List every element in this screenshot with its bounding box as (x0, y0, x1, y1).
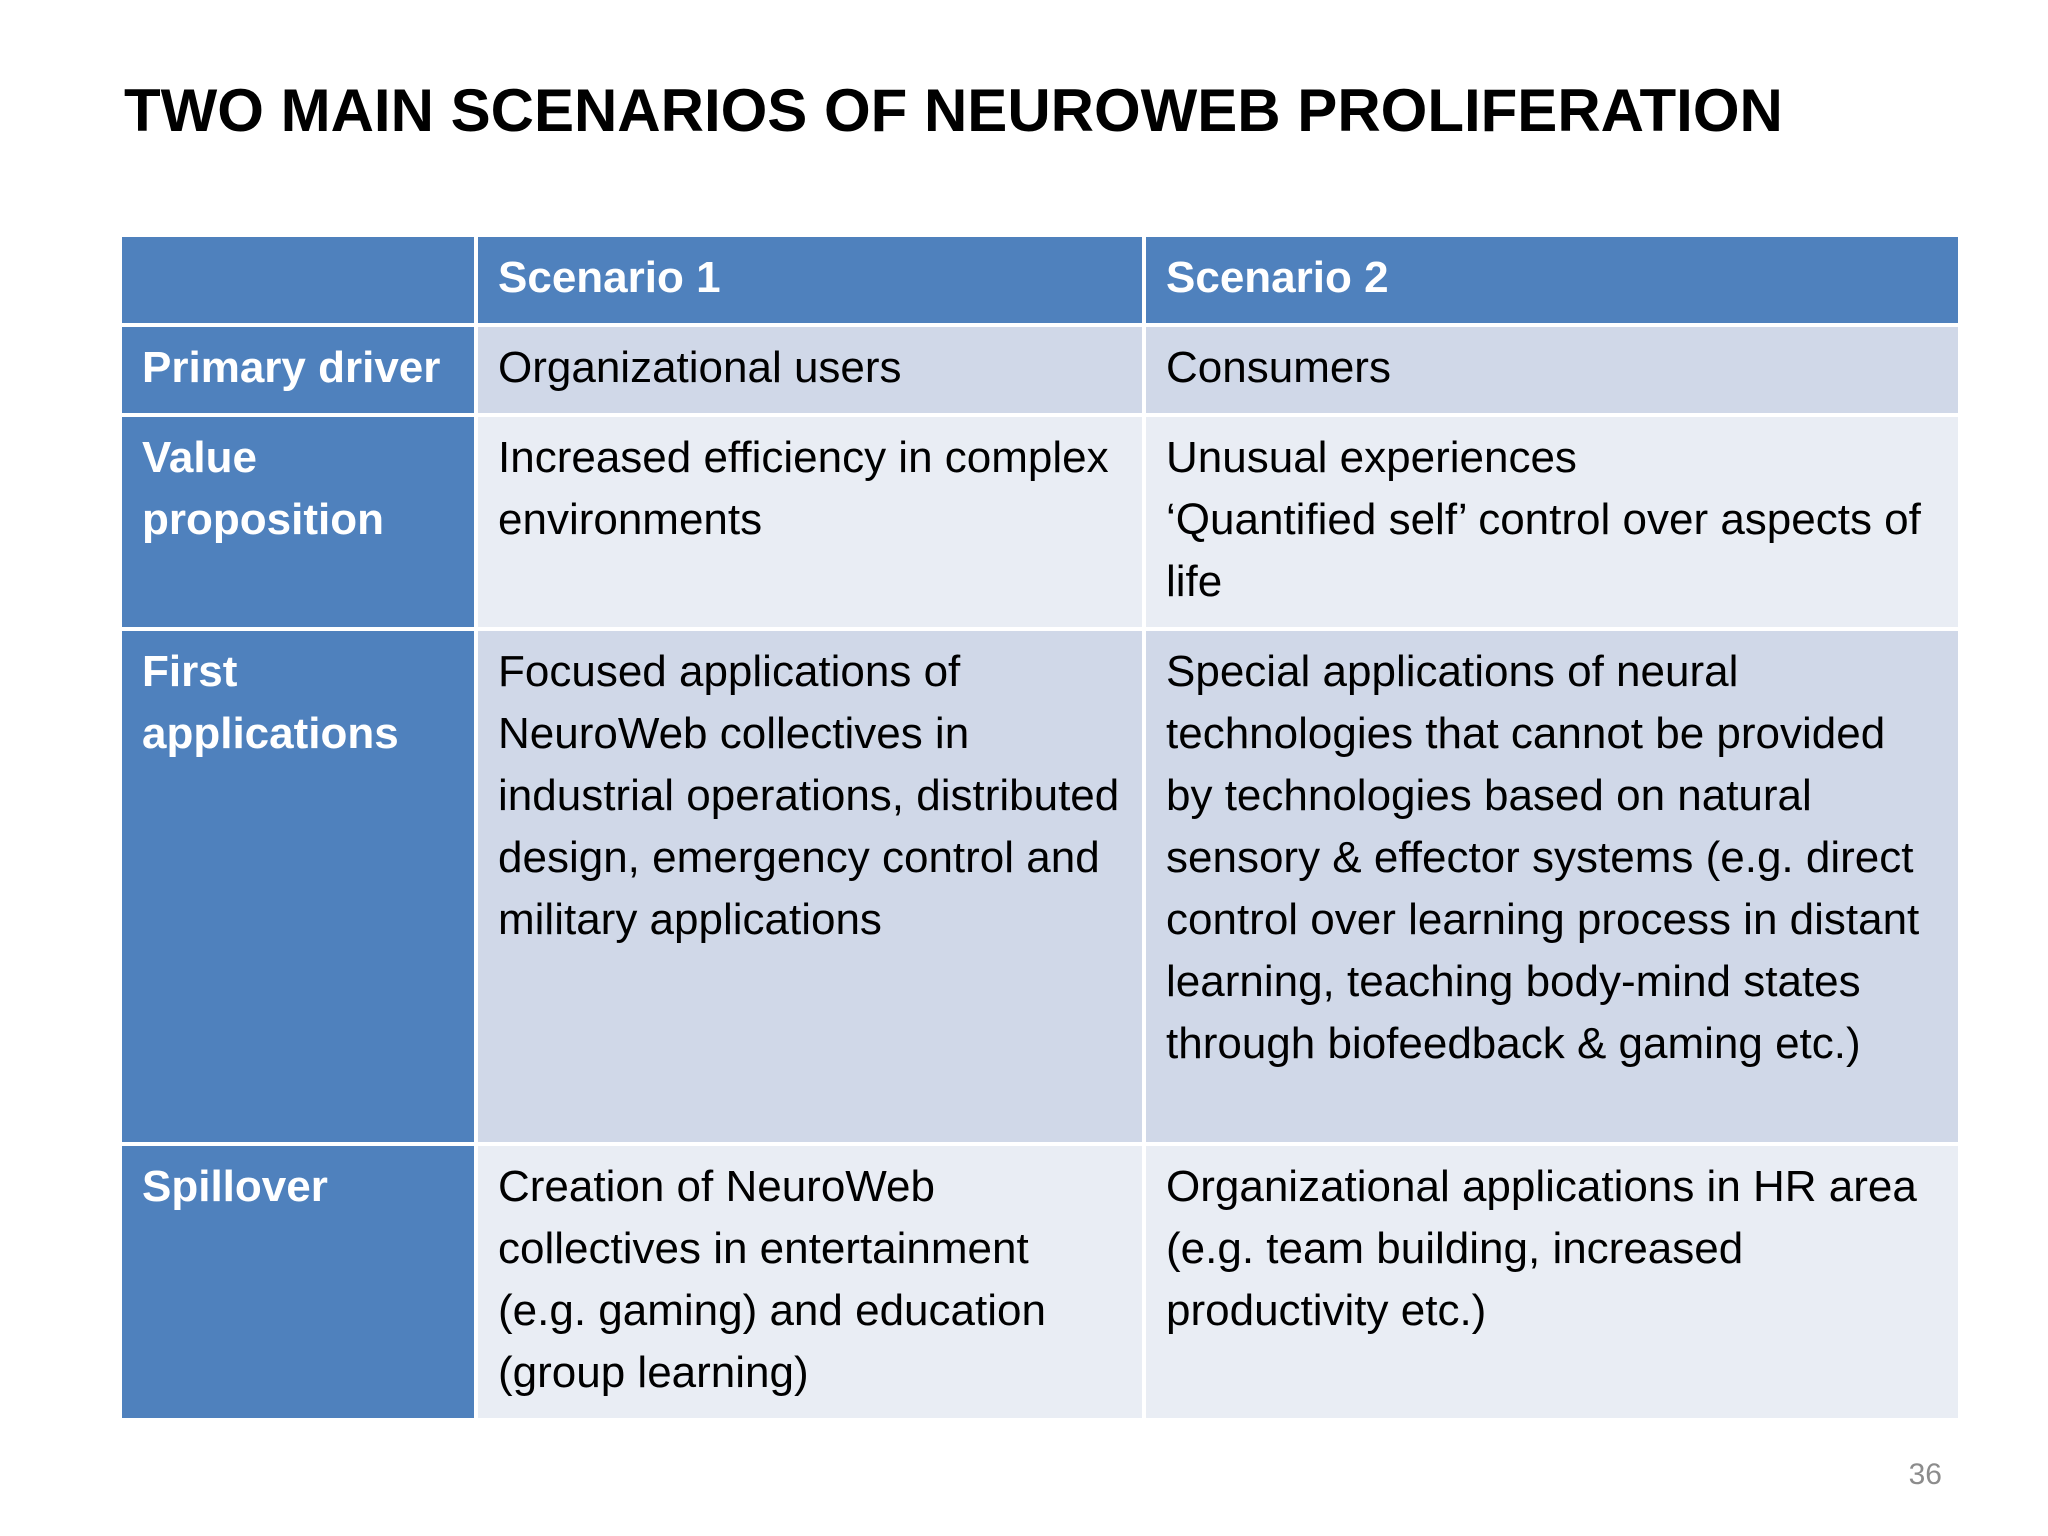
row-label-spillover: Spillover (122, 1146, 478, 1418)
cell-spillover-scenario-1: Creation of NeuroWeb collectives in entertainment (e.g. gaming) and education (group learning) (478, 1146, 1146, 1418)
table-row (122, 1146, 1958, 1418)
row-label-value-proposition: Value proposition (122, 417, 478, 631)
scenarios-table (122, 237, 1958, 1418)
value-proposition-line-1: Unusual experiences (1166, 433, 1577, 482)
header-cell-scenario-2: Scenario 2 (1146, 237, 1958, 327)
row-label-first-applications: First applications (122, 631, 478, 1146)
cell-first-applications-scenario-1: Focused applications of NeuroWeb collectives in industrial operations, distributed design, emergency control and military applications (478, 631, 1146, 1146)
table-row (122, 327, 1958, 417)
row-label-primary-driver: Primary driver (122, 327, 478, 417)
cell-spillover-scenario-2: Organizational applications in HR area (e.g. team building, increased productivity etc.) (1146, 1146, 1958, 1418)
cell-value-proposition-scenario-2 (1146, 417, 1958, 631)
cell-primary-driver-scenario-2: Consumers (1146, 327, 1958, 417)
cell-first-applications-scenario-2: Special applications of neural technologies that cannot be provided by technologies based on natural sensory & effector systems (e.g. direct control over learning process in distant learning, teaching body-mind states through biofeedback & gaming etc.) (1146, 631, 1958, 1146)
header-cell-scenario-1: Scenario 1 (478, 237, 1146, 327)
cell-primary-driver-scenario-1: Organizational users (478, 327, 1146, 417)
value-proposition-line-2: ‘Quantified self’ control over aspects of life (1166, 495, 1921, 606)
header-cell-empty (122, 237, 478, 327)
table-header-row (122, 237, 1958, 327)
page-number: 36 (1908, 1458, 1942, 1491)
table-row (122, 631, 1958, 1146)
table-row (122, 417, 1958, 631)
slide-title: TWO MAIN SCENARIOS OF NEUROWEB PROLIFERATION (124, 77, 1783, 144)
cell-value-proposition-scenario-1: Increased efficiency in complex environments (478, 417, 1146, 631)
